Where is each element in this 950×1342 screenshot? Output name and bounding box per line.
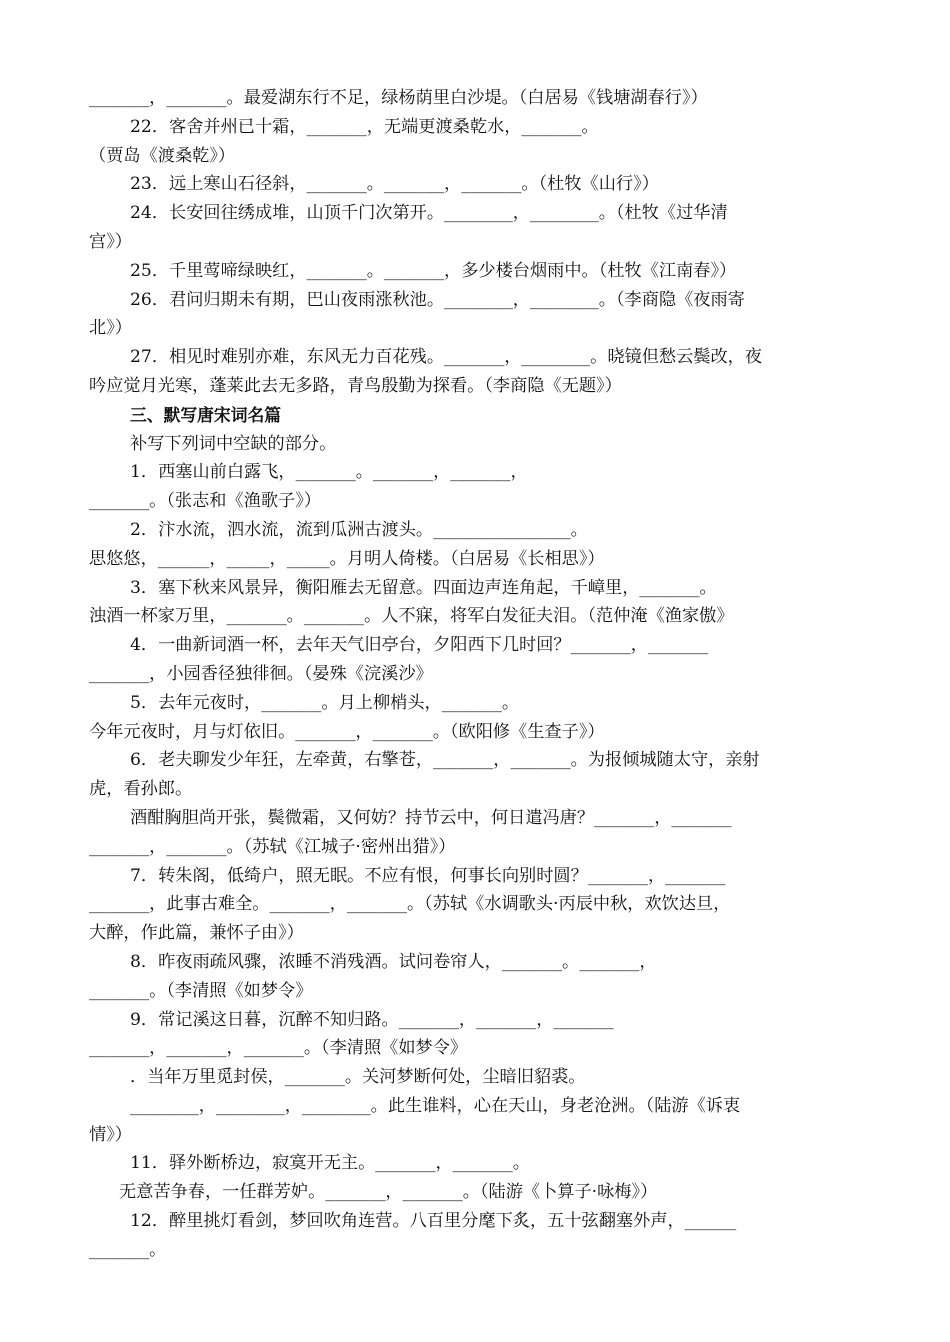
text-line: 酒酣胸胆尚开张，鬓微霜，又何妨？持节云中，何日遣冯唐？_______，_______ [130, 807, 732, 828]
text-line: 吟应觉月光寒，蓬莱此去无多路，青鸟殷勤为探看。（李商隐《无题》） [89, 375, 622, 396]
text-line: 3．塞下秋来风景异，衡阳雁去无留意。四面边声连角起，千嶂里，_______。 [130, 577, 717, 598]
text-line: （贾岛《渡桑乾》） [89, 145, 236, 166]
text-line: 北》） [89, 318, 132, 339]
text-line: _______，_______，_______。（李清照《如梦令》 [89, 1038, 468, 1059]
text-line: 虎，看孙郎。 [89, 779, 193, 800]
text-line: _______。（张志和《渔歌子》） [89, 491, 322, 512]
text-line: _______，_______。（苏轼《江城子·密州出猎》） [89, 836, 456, 857]
text-line: 12．醉里挑灯看剑，梦回吹角连营。八百里分麾下炙，五十弦翻塞外声，______ [130, 1211, 737, 1232]
text-line: 1．西塞山前白露飞，_______。_______，_______， [130, 462, 528, 483]
text-line: 5．去年元夜时，_______。月上柳梢头，_______。 [130, 692, 520, 713]
text-line: 补写下列词中空缺的部分。 [130, 433, 337, 454]
text-line: 9．常记溪这日暮，沉醉不知归路。_______，_______，_______ [130, 1009, 614, 1030]
text-line: 4．一曲新词酒一杯，去年天气旧亭台，夕阳西下几时回？_______，_______ [130, 635, 709, 656]
text-line: 25．千里莺啼绿映红，_______。_______，多少楼台烟雨中。（杜牧《江南春》） [130, 260, 737, 281]
text-line: 6．老夫聊发少年狂，左牵黄，右擎苍，_______，_______。为报倾城随太守，亲射 [130, 750, 760, 771]
text-line: 8．昨夜雨疏风骤，浓睡不消残酒。试问卷帘人，_______。_______， [130, 951, 657, 972]
text-line: 思悠悠，______，_____，_____。月明人倚楼。（白居易《长相思》） [89, 548, 605, 569]
text-line: _______。 [89, 1239, 167, 1260]
text-line: _______，小园香径独徘徊。（晏殊《浣溪沙》 [89, 663, 433, 684]
text-line: 27．相见时难别亦难，东风无力百花残。_______，________。晓镜但愁云鬓改，夜 [130, 347, 763, 368]
text-line: 今年元夜时，月与灯依旧。_______，_______。（欧阳修《生查子》） [89, 721, 605, 742]
text-line: _______，此事古难全。_______，_______。（苏轼《水调歌头·丙辰中秋，欢饮达旦， [89, 894, 731, 915]
text-line: 23．远上寒山石径斜，_______。_______，_______。（杜牧《山行》） [130, 174, 659, 195]
text-line: 26．君问归期未有期，巴山夜雨涨秋池。________，________。（李商隐《夜雨寄 [130, 289, 745, 310]
document-page [89, 84, 864, 1265]
text-line: 11．驿外断桥边，寂寞开无主。_______，_______。 [130, 1153, 530, 1174]
text-line: _______。（李清照《如梦令》 [89, 980, 313, 1001]
text-line: 情》） [89, 1124, 132, 1145]
text-line: 22．客舍并州已十霜，_______，无端更渡桑乾水，_______。 [130, 116, 599, 137]
text-line: _______，_______。最爱湖东行不足，绿杨荫里白沙堤。（白居易《钱塘湖春行》） [89, 88, 708, 108]
section-heading: 三、默写唐宋词名篇 [130, 404, 282, 425]
text-line: 宫》） [89, 231, 132, 252]
text-line: ．当年万里觅封侯，_______。关河梦断何处，尘暗旧貂裘。 [130, 1067, 586, 1088]
text-line: ________，________，________。此生谁料，心在天山，身老沧洲。（陆游《诉衷 [130, 1095, 741, 1116]
text-line: 7．转朱阁，低绮户，照无眠。不应有恨，何事长向别时圆？_______，_______ [130, 865, 726, 886]
text-line: 大醉，作此篇，兼怀子由》） [89, 923, 304, 944]
text-line: 无意苦争春，一任群芳妒。_______，_______。（陆游《卜算子·咏梅》） [119, 1182, 658, 1203]
text-line: 浊酒一杯家万里，_______。_______。人不寐，将军白发征夫泪。（范仲淹《渔家傲》 [89, 606, 734, 627]
text-line: 24．长安回往绣成堆，山顶千门次第开。________，________。（杜牧《过华清 [130, 203, 728, 224]
text-line: 2．汴水流，泗水流，流到瓜洲古渡头。________________。 [130, 519, 588, 540]
